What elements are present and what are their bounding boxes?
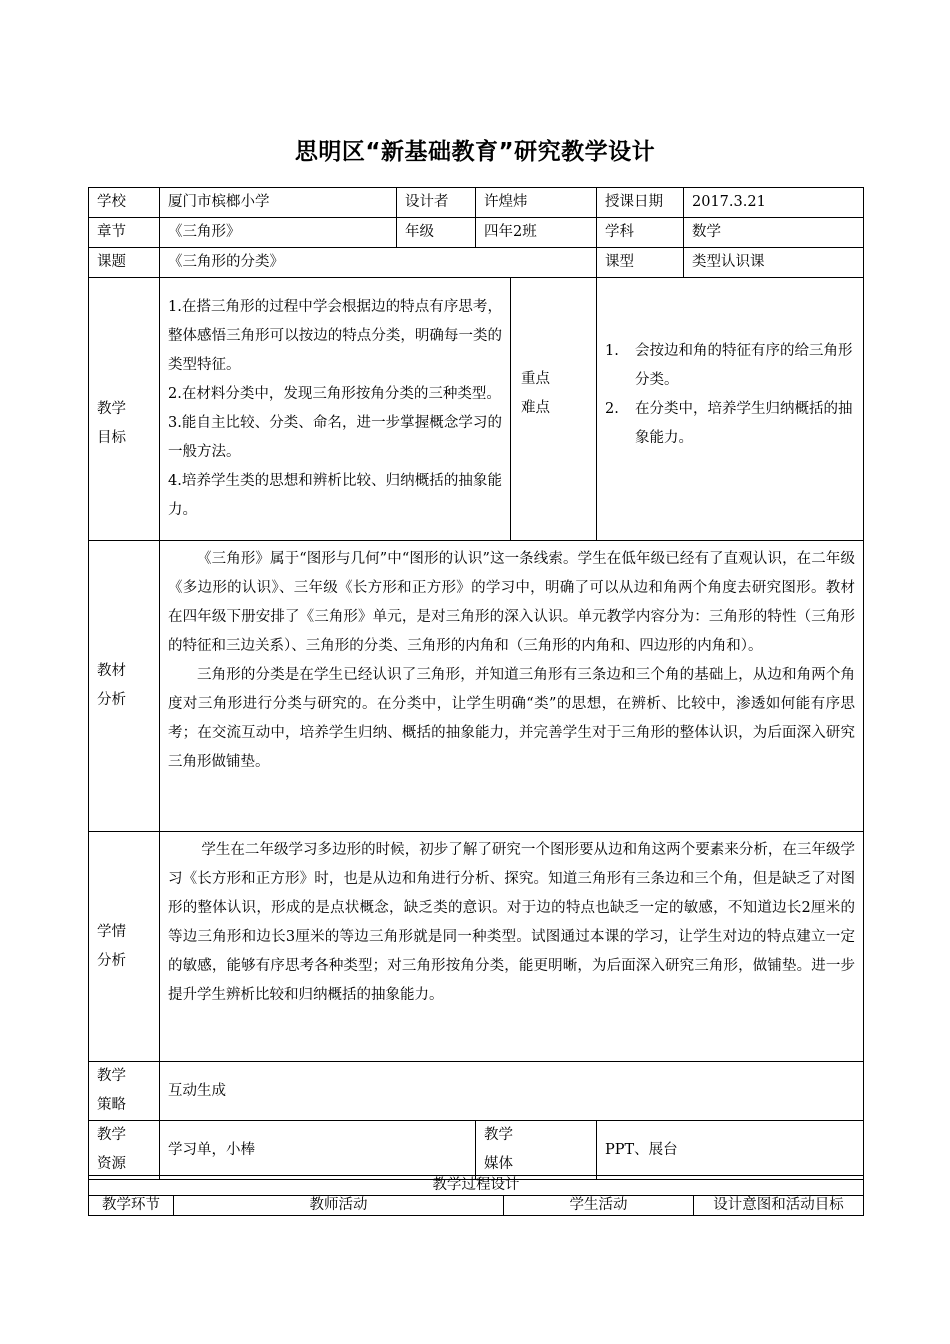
material-label-line2: 分析 (97, 692, 126, 708)
key-point-text: 会按边和角的特征有序的给三角形分类。 (635, 343, 853, 388)
process-table (88, 1175, 864, 1216)
process-header-student: 学生活动 (504, 1196, 694, 1216)
designer-label: 设计者 (397, 188, 476, 218)
media-label (476, 1121, 597, 1180)
type-value: 类型认识课 (684, 248, 864, 278)
goals-content (160, 278, 511, 541)
material-content (160, 541, 864, 832)
design-table (88, 187, 864, 1180)
process-header-intent: 设计意图和活动目标 (694, 1196, 864, 1216)
key-label-line2: 难点 (521, 400, 550, 416)
strategy-label (89, 1062, 160, 1121)
topic-label: 课题 (89, 248, 160, 278)
grade-value: 四年2班 (476, 218, 597, 248)
students-row (89, 832, 864, 1062)
resources-row (89, 1121, 864, 1180)
key-point-text: 在分类中，培养学生归纳概括的抽象能力。 (635, 401, 853, 446)
process-header-stage: 教学环节 (89, 1196, 174, 1216)
process-header-row (89, 1196, 864, 1216)
material-row (89, 541, 864, 832)
key-label-line1: 重点 (521, 371, 550, 387)
goals-label-line2: 目标 (97, 430, 126, 446)
key-points-label (511, 278, 597, 541)
material-paragraph: 三角形的分类是在学生已经认识了三角形，并知道三角形有三条边和三个角的基础上，从边和角两个角度对三角形进行分类与研究的。在分类中，让学生明确“类”的思想，在辨析、比较中，渗透如何能有序思考；在交流互动中，培养学生归纳、概括的抽象能力，并完善学生对于三角形的整体认识，为后面深入研究三角形做铺垫。 (168, 667, 855, 770)
designer-value: 许煌炜 (476, 188, 597, 218)
material-paragraph: 《三角形》属于“图形与几何”中“图形的认识”这一条线索。学生在低年级已经有了直观认识，在二年级《多边形的认识》、三年级《长方形和正方形》的学习中，明确了可以从边和角两个角度去研究图形。教材在四年级下册安排了《三角形》单元，是对三角形的深入认识。单元教学内容分为：三角形的特性（三角形的特征和三边关系）、三角形的分类、三角形的内角和（三角形的内角和、四边形的内角和）。 (168, 551, 855, 654)
key-point-item (605, 337, 855, 395)
process-header-teacher: 教师活动 (174, 1196, 504, 1216)
date-value: 2017.3.21 (684, 188, 864, 218)
chapter-value: 《三角形》 (160, 218, 397, 248)
material-label-line1: 教材 (97, 663, 126, 679)
goal-item: 2.在材料分类中，发现三角形按角分类的三种类型。 (168, 386, 501, 402)
subject-value: 数学 (684, 218, 864, 248)
strategy-row (89, 1062, 864, 1121)
strategy-label-line2: 策略 (97, 1097, 126, 1113)
grade-label: 年级 (397, 218, 476, 248)
info-row-school (89, 188, 864, 218)
material-label (89, 541, 160, 832)
key-point-number: 1. (605, 343, 619, 359)
students-content (160, 832, 864, 1062)
resources-label (89, 1121, 160, 1180)
school-label: 学校 (89, 188, 160, 218)
info-row-chapter (89, 218, 864, 248)
goal-item: 1.在搭三角形的过程中学会根据边的特点有序思考，整体感悟三角形可以按边的特点分类，明确每一类的类型特征。 (168, 299, 502, 373)
students-label-line2: 分析 (97, 952, 126, 969)
goal-item: 3.能自主比较、分类、命名，进一步掌握概念学习的一般方法。 (168, 415, 502, 460)
resources-label-line1: 教学 (97, 1127, 126, 1143)
goal-item: 4.培养学生类的思想和辨析比较、归纳概括的抽象能力。 (168, 473, 502, 518)
key-point-number: 2. (605, 401, 619, 417)
key-point-item (605, 395, 855, 453)
resources-value: 学习单，小棒 (160, 1121, 476, 1180)
subject-label: 学科 (597, 218, 684, 248)
students-label (89, 832, 160, 1062)
page-title: 思明区“新基础教育”研究教学设计 (294, 139, 656, 165)
strategy-value: 互动生成 (160, 1062, 864, 1121)
type-label: 课型 (597, 248, 684, 278)
media-label-line1: 教学 (484, 1127, 513, 1143)
media-label-line2: 媒体 (484, 1156, 513, 1172)
process-title-row (89, 1176, 864, 1196)
key-points-list (605, 337, 855, 453)
process-title: 教学过程设计 (89, 1176, 864, 1196)
goals-row (89, 278, 864, 541)
date-label: 授课日期 (597, 188, 684, 218)
school-value: 厦门市槟榔小学 (160, 188, 397, 218)
chapter-label: 章节 (89, 218, 160, 248)
key-points-content (597, 278, 864, 541)
strategy-label-line1: 教学 (97, 1068, 126, 1084)
goals-label (89, 278, 160, 541)
students-paragraph: 学生在二年级学习多边形的时候，初步了解了研究一个图形要从边和角这两个要素来分析，在三年级学习《长方形和正方形》时，也是从边和角进行分析、探究。知道三角形有三条边和三个角，但是缺乏了对图形的整体认识，形成的是点状概念，缺乏类的意识。对于边的特点也缺乏一定的敏感，不知道边长2厘米的等边三角形和边长3厘米的等边三角形就是同一种类型。试图通过本课的学习，让学生对边的特点建立一定的敏感，能够有序思考各种类型；对三角形按角分类，能更明晰，为后面深入研究三角形，做铺垫。进一步提升学生辨析比较和归纳概括的抽象能力。 (168, 842, 855, 1003)
media-value: PPT、展台 (597, 1121, 864, 1180)
resources-label-line2: 资源 (97, 1156, 126, 1172)
students-label-line1: 学情 (97, 923, 126, 940)
goals-label-line1: 教学 (97, 401, 126, 417)
info-row-topic (89, 248, 864, 278)
topic-value: 《三角形的分类》 (160, 248, 597, 278)
